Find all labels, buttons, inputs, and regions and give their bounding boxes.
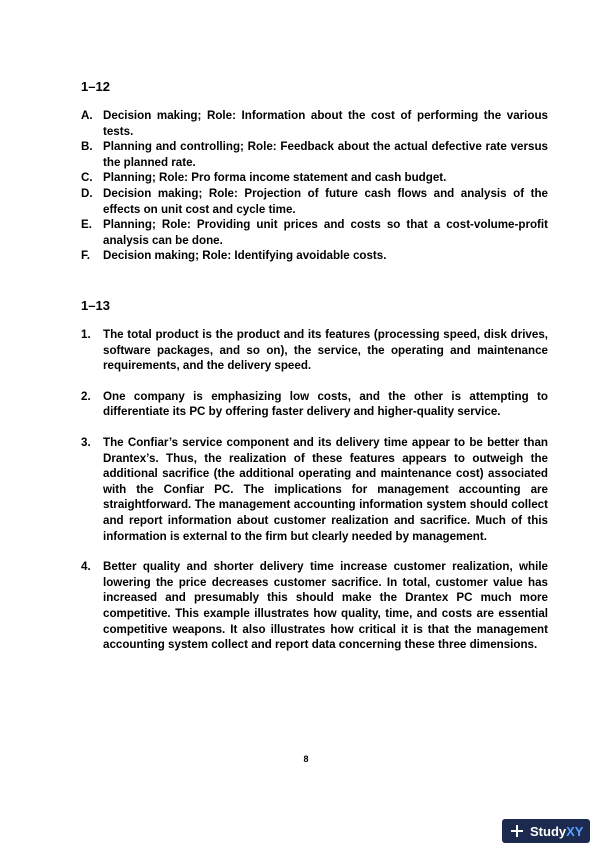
item-text: Decision making; Role: Identifying avoidable costs.	[103, 249, 387, 263]
item-marker: C.	[81, 171, 93, 185]
item-text: The Confiar’s service component and its delivery time appear to be better than Drantex’s. Thus, the realization of these features appears to outweigh the additional sacrifice (the additional operating and maintenance cost) associated with the Confiar PC. The implications for management accounting are straightforward. The management accounting information system should collect and report information about customer realization and sacrifice. Much of this information is external to the firm but clearly needed by management.	[103, 435, 548, 543]
item-text: One company is emphasizing low costs, and the other is attempting to differentiate its PC by offering faster delivery and higher-quality service.	[103, 389, 548, 419]
plus-icon	[510, 824, 524, 838]
list-item	[81, 186, 548, 217]
item-text: The total product is the product and its features (processing speed, disk drives, software packages, and so on), the service, the operating and maintenance requirements, and the delivery speed.	[103, 328, 548, 373]
item-text: Better quality and shorter delivery time increase customer realization, while lowering the price decreases customer sacrifice. In total, customer value has increased and presumably this should make the Drantex PC much more competitive. This example illustrates how quality, time, and costs are essential competitive weapons. It also illustrates how critical it is that the management accounting system collect and report data concerning these three dimensions.	[103, 560, 548, 652]
logo-text: Study	[530, 823, 567, 839]
list-item	[81, 139, 548, 170]
item-marker: 1.	[81, 328, 91, 341]
page-number: 8	[303, 754, 309, 764]
answer-list-1-12	[81, 108, 548, 264]
list-item	[81, 435, 548, 544]
list-item	[81, 170, 548, 186]
item-text: Decision making; Role: Projection of future cash flows and analysis of the effects on unit cost and cycle time.	[103, 186, 548, 216]
item-marker: 3.	[81, 435, 91, 449]
section-heading-1-12: 1–12	[81, 79, 110, 94]
list-item	[81, 327, 548, 374]
item-marker: B.	[81, 140, 93, 154]
item-text: Planning; Role: Pro forma income statement and cash budget.	[103, 171, 447, 185]
item-text: Decision making; Role: Information about the cost of performing the various tests.	[103, 109, 548, 138]
list-item	[81, 248, 548, 264]
list-item	[81, 108, 548, 139]
item-marker: D.	[81, 186, 93, 200]
answer-list-1-13	[81, 327, 548, 668]
item-marker: A.	[81, 109, 93, 122]
item-marker: E.	[81, 218, 92, 232]
item-marker: 2.	[81, 389, 91, 403]
item-marker: F.	[81, 249, 91, 263]
list-item	[81, 389, 548, 420]
item-text: Planning and controlling; Role: Feedback about the actual defective rate versus the planned rate.	[103, 140, 548, 169]
logo-accent-text: XY	[566, 823, 584, 839]
section-heading-1-13: 1–13	[81, 298, 110, 313]
studyxy-logo	[502, 819, 590, 843]
list-item	[81, 559, 548, 653]
list-item	[81, 217, 548, 248]
item-marker: 4.	[81, 560, 91, 574]
item-text: Planning; Role: Providing unit prices and costs so that a cost-volume-profit analysis can be done.	[103, 218, 548, 247]
